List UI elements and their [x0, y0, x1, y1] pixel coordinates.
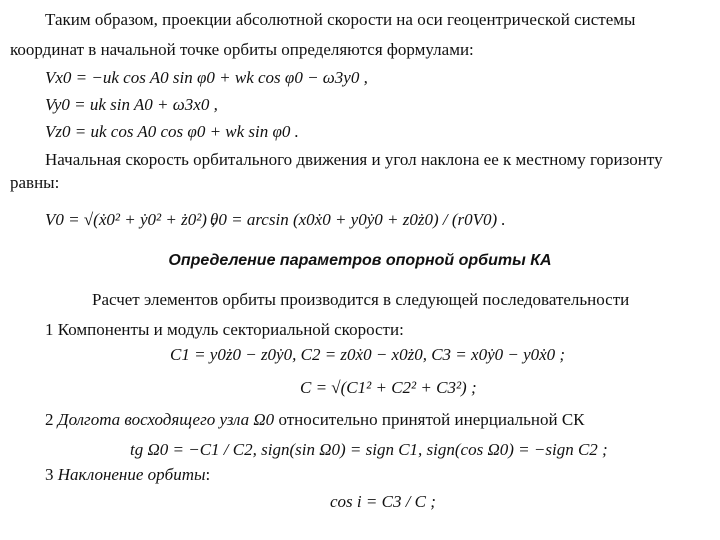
item-2-italic-label: Долгота восходящего узла Ω0: [57, 410, 275, 429]
formula-omega0: tg Ω0 = −C1 / C2, sign(sin Ω0) = sign C1, sign(cos Ω0) = −sign C2 ;: [130, 440, 608, 459]
item-2-number: 2: [45, 410, 54, 429]
item-2-rest-label: относительно принятой инерциальной СК: [278, 410, 585, 429]
item-3-number: 3: [45, 465, 54, 484]
item-3-colon: :: [205, 465, 211, 484]
paragraph-1-line-2: координат в начальной точке орбиты определяются формулами:: [10, 40, 474, 59]
paragraph-1-line-1: Таким образом, проекции абсолютной скорости на оси геоцентрической системы: [45, 10, 636, 29]
paragraph-2-line-2: равны:: [10, 173, 60, 192]
section-heading: Определение параметров опорной орбиты КА: [168, 252, 552, 269]
paragraph-2-line-1: Начальная скорость орбитального движения и угол наклона ее к местному горизонту: [45, 150, 663, 169]
item-1-label: 1 Компоненты и модуль секториальной скорости:: [45, 320, 404, 339]
formula-vz0: Vz0 = uk cos A0 cos φ0 + wk sin φ0 .: [45, 122, 299, 141]
paragraph-3: Расчет элементов орбиты производится в следующей последовательности: [92, 290, 630, 309]
item-2-label: [45, 410, 585, 430]
formula-c-modulus: C = √(C1² + C2² + C3²) ;: [300, 378, 477, 397]
item-3-label: [45, 465, 210, 485]
formula-vx0: Vx0 = −uk cos A0 sin φ0 + wk cos φ0 − ω3y0 ,: [45, 68, 368, 87]
formula-vy0: Vy0 = uk sin A0 + ω3x0 ,: [45, 95, 218, 114]
formula-inclination: cos i = C3 / C ;: [330, 492, 436, 511]
formula-c-components: C1 = y0ż0 − z0ẏ0, C2 = z0ẋ0 − x0ż0, C3 = x0ẏ0 − y0ẋ0 ;: [170, 345, 566, 364]
item-3-italic-label: Наклонение орбиты: [57, 465, 206, 484]
formula-theta0: θ0 = arcsin (x0ẋ0 + y0ẏ0 + z0ż0) / (r0V0) .: [210, 210, 506, 229]
formula-v0: V0 = √(ẋ0² + ẏ0² + ż0²) ,: [45, 210, 216, 229]
